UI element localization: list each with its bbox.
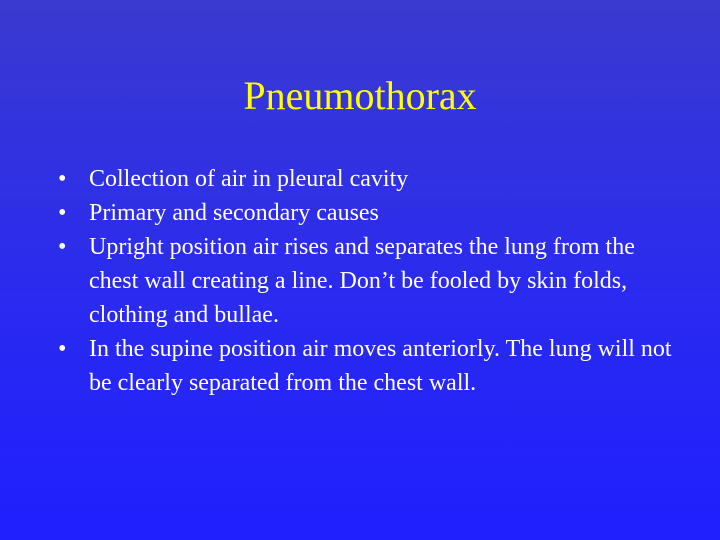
bullet-icon: • (58, 336, 67, 362)
bullet-text: Collection of air in pleural cavity (89, 166, 409, 192)
slide-title: Pneumothorax (243, 73, 477, 118)
bullet-text: Upright position air rises and separates the lung from the chest wall creating a line. Don’t be fooled by skin folds, clothing and bullae. (89, 234, 635, 328)
bullet-icon: • (58, 166, 67, 192)
bullet-item (58, 162, 678, 196)
bullet-text: Primary and secondary causes (89, 200, 379, 226)
bullet-item (58, 230, 678, 332)
bullet-icon: • (58, 234, 67, 260)
bullet-text: In the supine position air moves anteriorly. The lung will not be clearly separated from the chest wall. (89, 336, 672, 396)
bullet-icon: • (58, 200, 67, 226)
bullet-item (58, 332, 678, 400)
bullet-item (58, 196, 678, 230)
bullet-list (58, 162, 678, 400)
